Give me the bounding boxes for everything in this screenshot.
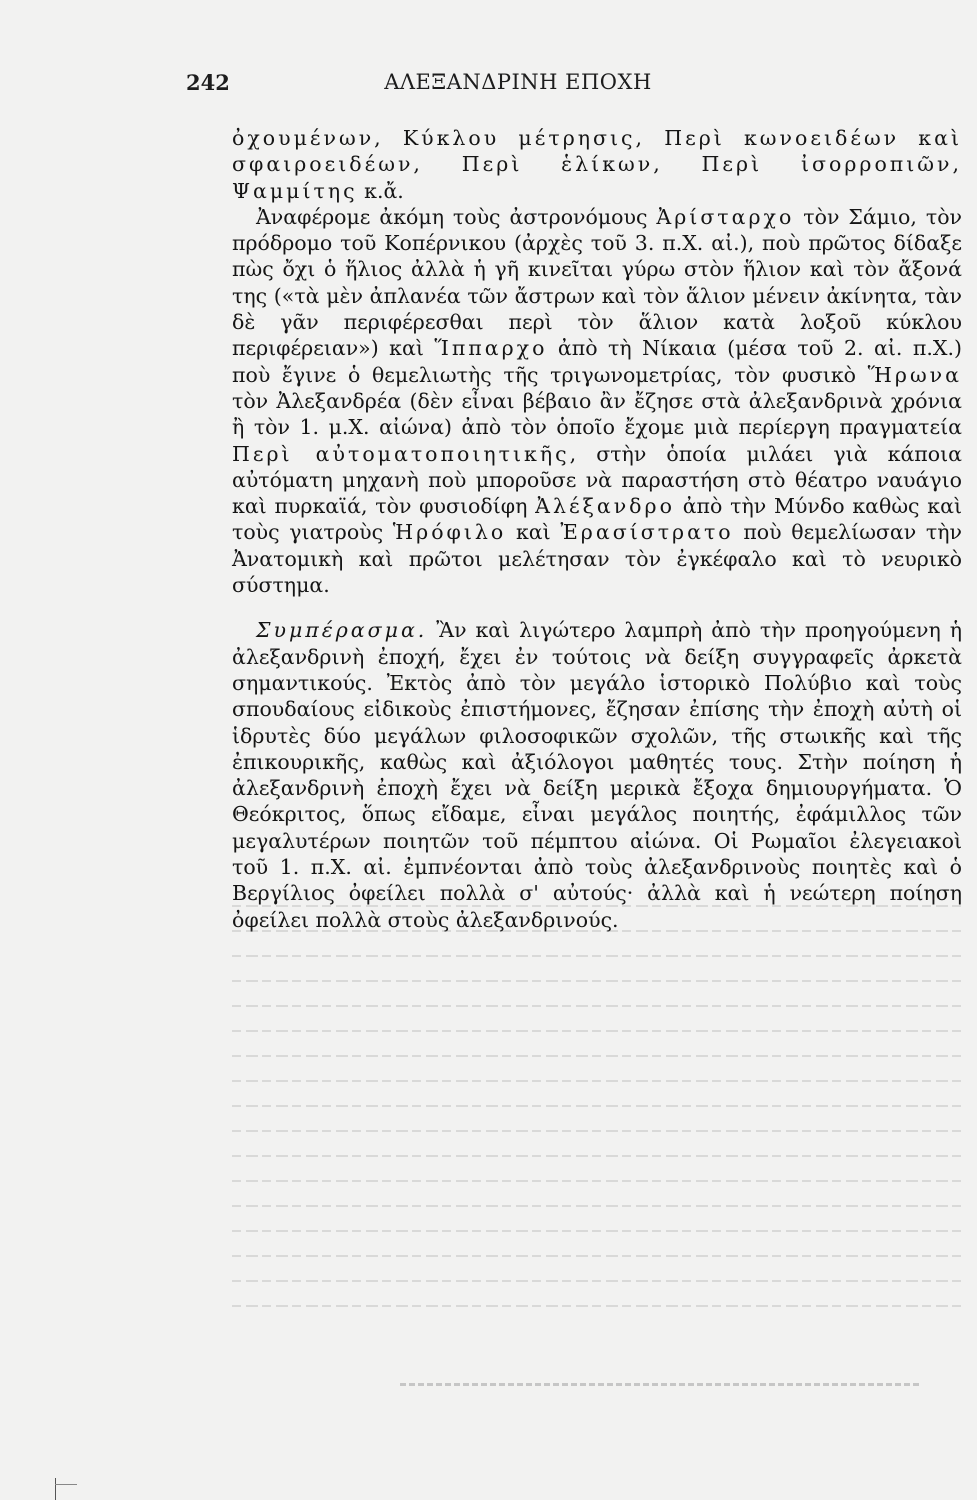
bleed-through-footer bbox=[400, 1383, 920, 1386]
paragraph-scientists bbox=[232, 204, 962, 598]
name-herophilus: Ἡρόφιλο bbox=[392, 520, 507, 545]
paragraph-text: τὸν Ἀλεξανδρέα (δὲν εἶναι βέβαιο ἂν ἔζησε στὰ ἀλεξανδρινὰ χρόνια ἢ τὸν 1. μ.Χ. αἰώνα) ἀπὸ τὸν ὁποῖο ἔχομε μιὰ περίεργη πραγματεία bbox=[232, 388, 962, 440]
name-aristarchus: Ἀρίσταρχο bbox=[656, 204, 795, 229]
name-alexander: Ἀλέξανδρο bbox=[535, 494, 675, 519]
paragraph-text: καὶ bbox=[506, 520, 561, 545]
body-text bbox=[232, 125, 962, 933]
paragraph-text: κ.ἄ. bbox=[357, 178, 404, 203]
crop-mark bbox=[55, 1484, 77, 1485]
name-heron: Ἥρωνα bbox=[867, 362, 962, 387]
name-hipparchus: Ἵππαρχο bbox=[434, 336, 548, 361]
paragraph-conclusion bbox=[232, 617, 962, 933]
paragraph-text: τὸν Σάμιο, τὸν πρόδρομο τοῦ Κοπέρνικου (ἀρχὲς τοῦ 3. π.Χ. αἰ.), ποὺ πρῶτος δίδαξε πὼς ὄχι ὁ ἥλιος ἀλλὰ ἡ γῆ κινεῖται γύρω στὸν ἥλιον καὶ τὸν ἄξονά της («τὰ μὲν ἀπλανέα τῶν ἄστρων καὶ τὸν ἅλιον μένειν ἀκίνητα, τὰν δὲ γᾶν περιφέρεσθαι περὶ τὸν ἅλιον κατὰ λοξοῦ κύκλου περιφέρειαν») καὶ bbox=[232, 204, 962, 361]
page-header bbox=[186, 70, 760, 106]
paragraph-work-titles bbox=[232, 125, 962, 204]
paragraph-text: ποὺ θεμελίωσαν τὴν Ἀνατομικὴ καὶ πρῶτοι μελέτησαν τὸν ἐγκέφαλο καὶ τὸ νευρικὸ σύστημα. bbox=[232, 520, 962, 598]
paragraph-text: ἀπὸ τὴν Μύνδο καθὼς καὶ τοὺς γιατροὺς bbox=[232, 494, 962, 545]
section-heading-conclusion: Συμπέρασμα. bbox=[256, 618, 428, 643]
paragraph-text: ἀπὸ τὴ Νίκαια (μέσα τοῦ 2. αἰ. π.Χ.) ποὺ ἔγινε ὁ θεμελιωτὴς τῆς τριγωνομετρίας, τὸν φυσικὸ bbox=[232, 336, 962, 387]
paragraph-text: Ἂν καὶ λιγώτερο λαμπρὴ ἀπὸ τὴν προηγούμενη ἡ ἀλεξανδρινὴ ἐποχή, ἔχει ἐν τούτοις νὰ δείξη συγγραφεῖς ἀρκετὰ σημαντικούς. Ἐκτὸς ἀπὸ τὸν μεγάλο ἱστορικὸ Πολύβιο καὶ τοὺς σπουδαίους εἰδικοὺς ἐπιστήμονες, ἔζησαν ἐπίσης τὴν ἐποχὴ αὐτὴ οἱ ἱδρυτὲς δύο μεγάλων φιλοσοφικῶν σχολῶν, τῆς στωικῆς καὶ τῆς ἐπικουρικῆς, καθὼς καὶ ἀξιόλογοι μαθητές τους. Στὴν ποίηση ἡ ἀλεξανδρινὴ ἐποχὴ ἔχει νὰ δείξη μερικὰ ἔξοχα δημιουργήματα. Ὁ Θεόκριτος, ὅπως εἴδαμε, εἶναι μεγάλος ποιητής, ἐφάμιλλος τῶν μεγαλυτέρων ποιητῶν τοῦ πέμπτου αἰώνα. Οἱ Ρωμαῖοι ἐλεγειακοὶ τοῦ 1. π.Χ. αἰ. ἐμπνέονται ἀπὸ τοὺς ἀλεξανδρινοὺς ποιητὲς καὶ ὁ Βεργίλιος ὀφείλει πολλὰ σ' αὐτούς· ἀλλὰ καὶ ἡ νεώτερη ποίηση ὀφείλει πολλὰ στοὺς ἀλεξανδρινούς. bbox=[232, 618, 962, 932]
work-title-automata: Περὶ αὐτοματοποιητικῆς bbox=[232, 441, 570, 466]
paragraph-text: , στὴν ὁποία μιλάει γιὰ κάποια αὐτόματη μηχανὴ ποὺ μποροῦσε νὰ παραστήση στὸ θέατρο ναυάγιο καὶ πυρκαϊά, τὸν φυσιοδίφη bbox=[232, 441, 962, 519]
running-title: ΑΛΕΞΑΝΔΡΙΝΗ ΕΠΟΧΗ bbox=[384, 70, 652, 94]
paragraph-text: Ἀναφέρομε ἀκόμη τοὺς ἀστρονόμους bbox=[256, 204, 657, 229]
bleed-through-text bbox=[232, 905, 962, 1335]
name-erasistratus: Ἐρασίστρατο bbox=[560, 520, 734, 545]
crop-mark bbox=[55, 1478, 56, 1500]
page-number: 242 bbox=[186, 70, 230, 95]
work-titles-text: ὀχουμένων, Κύκλου μέτρησις, Περὶ κωνοειδέων καὶ σφαιροειδέων, Περὶ ἑλίκων, Περὶ ἰσορροπιῶν, Ψαμμίτης bbox=[232, 126, 962, 203]
